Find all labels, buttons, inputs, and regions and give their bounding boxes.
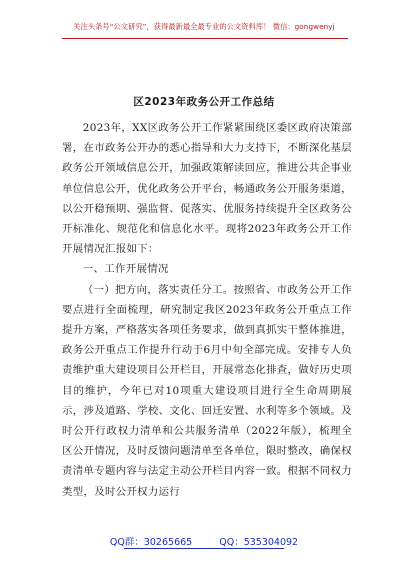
footer-contact bbox=[0, 534, 408, 548]
intro-paragraph: 2023年，XX区政务公开工作紧紧围绕区委区政府决策部署，在市政务公开办的悉心指导和大力支持下，不断深化基层政务公开领域信息公开，加强政策解读回应，推进公共企事业单位信息公开，优化政务公开平台，畅通政务公开服务渠道，以公开稳预期、强监督、促落实、优服务持续提升全区政务公开标准化、规范化和信息化水平。现将2023年政务公开工作开展情况汇报如下： bbox=[62, 122, 352, 256]
footer-qq: QQ：535304092 bbox=[219, 537, 299, 548]
header-banner: 关注头条号“公文研究”，获得最新最全最专业的公文资料库！ 微信：gongwenyj bbox=[73, 22, 335, 31]
section-heading: 一、工作开展情况 bbox=[82, 263, 169, 276]
footer-underline bbox=[124, 548, 284, 549]
header-divider bbox=[62, 38, 348, 39]
document-body bbox=[62, 118, 352, 502]
document-title: 区2023年政务公开工作总结 bbox=[133, 96, 275, 108]
footer-qq-group: QQ群：30265665 bbox=[109, 537, 193, 548]
body-paragraph: （一）把方向，落实责任分工。按照省、市政务公开工作要点进行全面梳理，研究制定我区2023年政务公开重点工作提升方案，严格落实各项任务要求，做到真抓实干整体推进，政务公开重点工作提升行动于6月中旬全部完成。安排专人负责维护重大建设项目公开栏目，开展常态化排查，做好历史项目的维护，今年已对10项重大建设项目进行全生命周期展示，涉及道路、学校、文化、回迁安置、水利等多个领域。及时公开行政权力清单和公共服务清单（2022年版），梳理全区公开情况，及时反馈问题清单至各单位，限时整改，确保权责清单专题内容与法定主动公开栏目内容一致。根据不同权力类型，及时公开权力运行 bbox=[62, 283, 352, 498]
